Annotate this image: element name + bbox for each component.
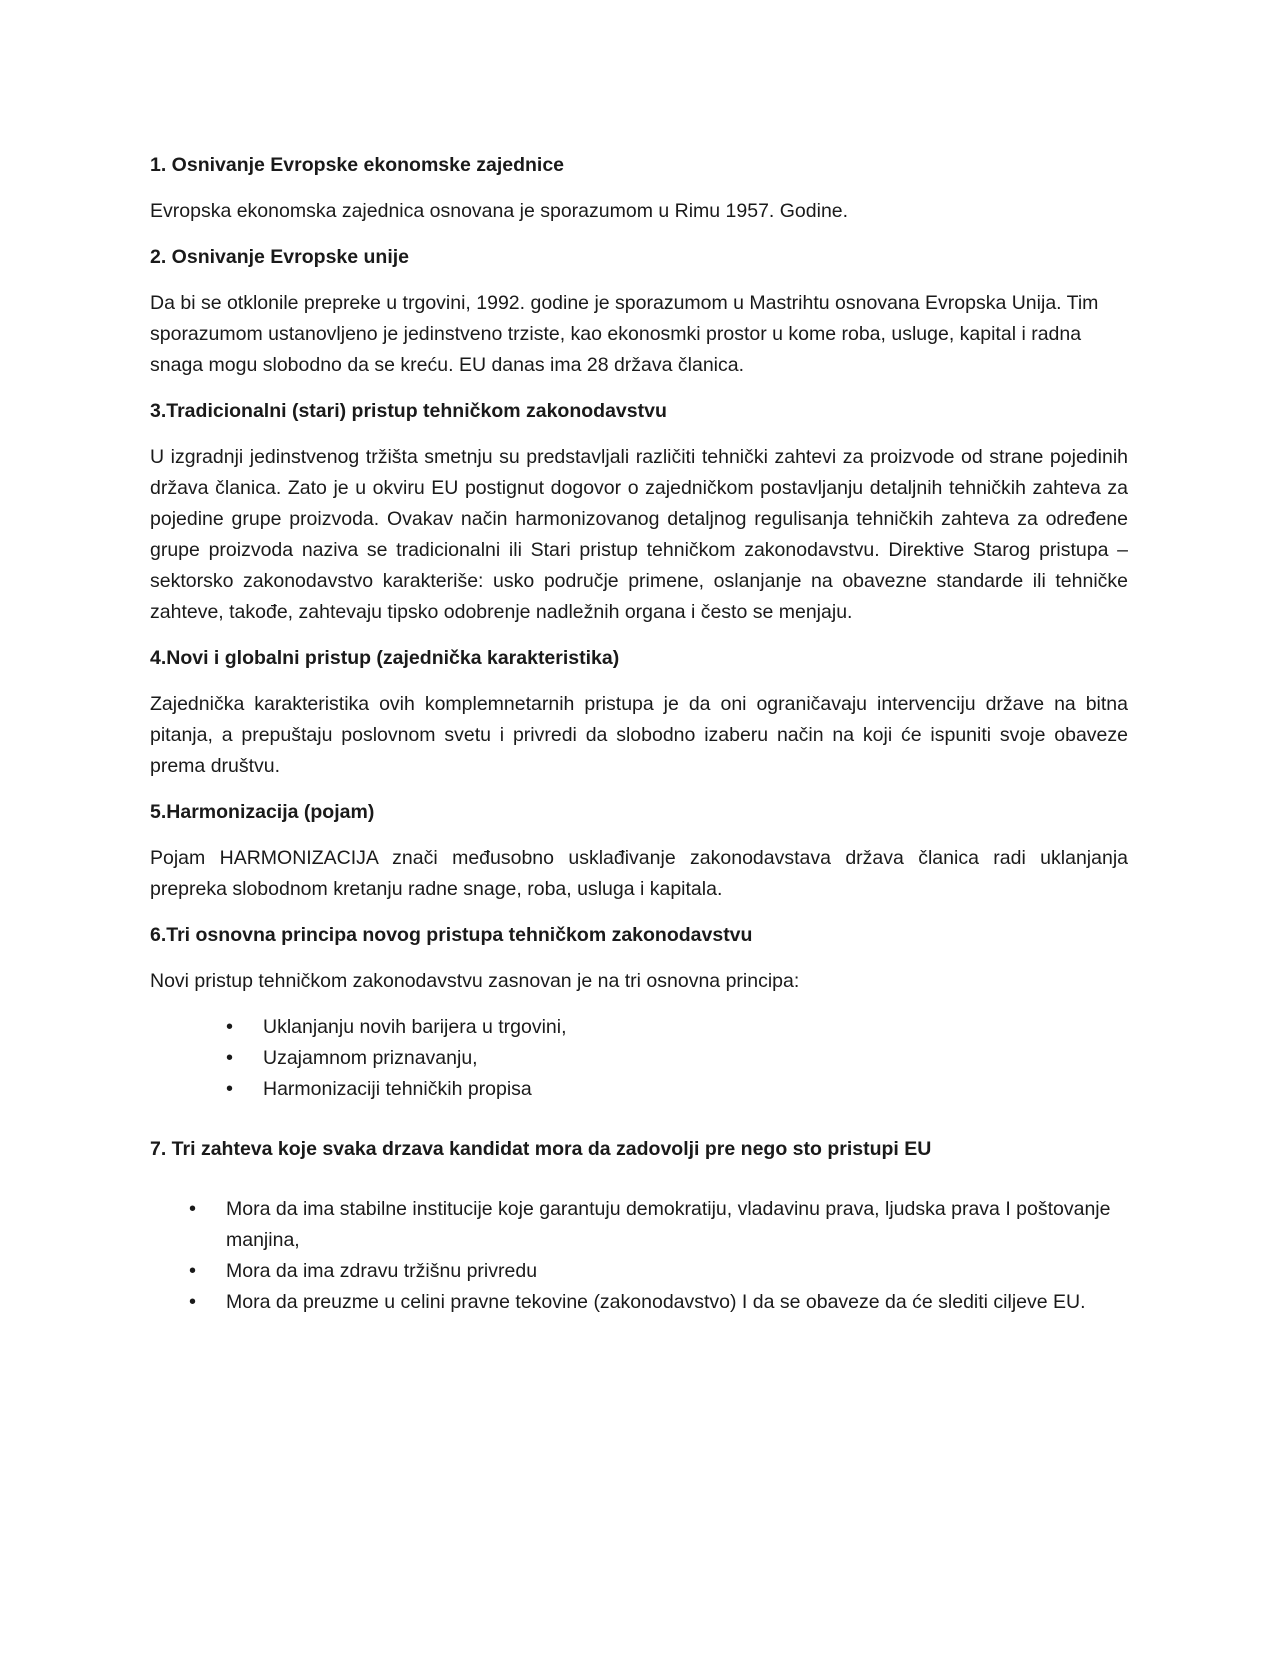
section-3-heading: 3.Tradicionalni (stari) pristup tehničkom zakonodavstvu	[150, 400, 667, 422]
section-5-heading: 5.Harmonizacija (pojam)	[150, 801, 375, 823]
section-1-heading: 1. Osnivanje Evropske ekonomske zajednice	[150, 154, 565, 176]
list-item-text: Uklanjanju novih barijera u trgovini,	[263, 1016, 567, 1038]
spacer	[150, 1120, 1128, 1134]
section-2-heading: 2. Osnivanje Evropske unije	[150, 246, 410, 268]
section-2-paragraph: Da bi se otklonile prepreke u trgovini, 1992. godine je sporazumom u Mastrihtu osnovana Evropska Unija. Tim sporazumom ustanovljeno je jedinstveno trziste, kao ekonosmki prostor u kome roba, usluge, kapital i radna snaga mogu slobodno da se kreću. EU danas ima 28 država članica.	[150, 292, 1099, 376]
section-7-bullet-list	[150, 1194, 1128, 1318]
section-5-paragraph: Pojam HARMONIZACIJA znači međusobno usklađivanje zakonodavstava država članica radi uklanjanja prepreka slobodnom kretanju radne snage, roba, usluga i kapitala.	[150, 847, 1128, 900]
list-item	[150, 1012, 1128, 1043]
list-item-text: Mora da preuzme u celini pravne tekovine (zakonodavstvo) I da se obaveze da će slediti ciljeve EU.	[226, 1291, 1086, 1313]
section-6-paragraph: Novi pristup tehničkom zakonodavstvu zasnovan je na tri osnovna principa:	[150, 970, 800, 992]
bullet-icon: •	[189, 1291, 197, 1313]
list-item-text: Uzajamnom priznavanju,	[263, 1047, 478, 1069]
bullet-icon: •	[226, 1016, 234, 1038]
list-item	[150, 1194, 1128, 1256]
list-item	[150, 1287, 1128, 1318]
bullet-icon: •	[189, 1260, 197, 1282]
section-4-paragraph: Zajednička karakteristika ovih komplemnetarnih pristupa je da oni ograničavaju intervenciju države na bitna pitanja, a prepuštaju poslovnom svetu i privredi da slobodno izaberu način na koji će ispuniti svoje obaveze prema društvu.	[150, 693, 1128, 777]
section-7-heading: 7. Tri zahteva koje svaka drzava kandidat mora da zadovolji pre nego sto pristupi EU	[150, 1138, 932, 1160]
list-item-text: Mora da ima zdravu tržišnu privredu	[226, 1260, 538, 1282]
list-item-text: Mora da ima stabilne institucije koje garantuju demokratiju, vladavinu prava, ljudska prava I poštovanje manjina,	[226, 1198, 1111, 1251]
document-page	[150, 150, 1128, 1333]
bullet-icon: •	[226, 1047, 234, 1069]
section-4-heading: 4.Novi i globalni pristup (zajednička karakteristika)	[150, 647, 620, 669]
list-item	[150, 1074, 1128, 1105]
section-1-paragraph: Evropska ekonomska zajednica osnovana je sporazumom u Rimu 1957. Godine.	[150, 200, 849, 222]
section-3-paragraph: U izgradnji jedinstvenog tržišta smetnju su predstavljali različiti tehnički zahtevi za proizvode od strane pojedinih država članica. Zato je u okviru EU postignut dogovor o zajedničkom postavljanju detaljnih tehničkih zahteva za pojedine grupe proizvoda. Ovakav način harmonizovanog detaljnog regulisanja tehničkih zahteva za određene grupe proizvoda naziva se tradicionalni ili Stari pristup tehničkom zakonodavstvu. Direktive Starog pristupa – sektorsko zakonodavstvo karakteriše: usko područje primene, oslanjanje na obavezne standarde ili tehničke zahteve, takođe, zahtevaju tipsko odobrenje nadležnih organa i često se menjaju.	[150, 446, 1128, 623]
bullet-icon: •	[226, 1078, 234, 1100]
section-6-bullet-list	[150, 1012, 1128, 1105]
bullet-icon: •	[189, 1198, 197, 1220]
list-item	[150, 1043, 1128, 1074]
list-item-text: Harmonizaciji tehničkih propisa	[263, 1078, 532, 1100]
list-item	[150, 1256, 1128, 1287]
section-6-heading: 6.Tri osnovna principa novog pristupa tehničkom zakonodavstvu	[150, 924, 753, 946]
spacer	[150, 1180, 1128, 1194]
